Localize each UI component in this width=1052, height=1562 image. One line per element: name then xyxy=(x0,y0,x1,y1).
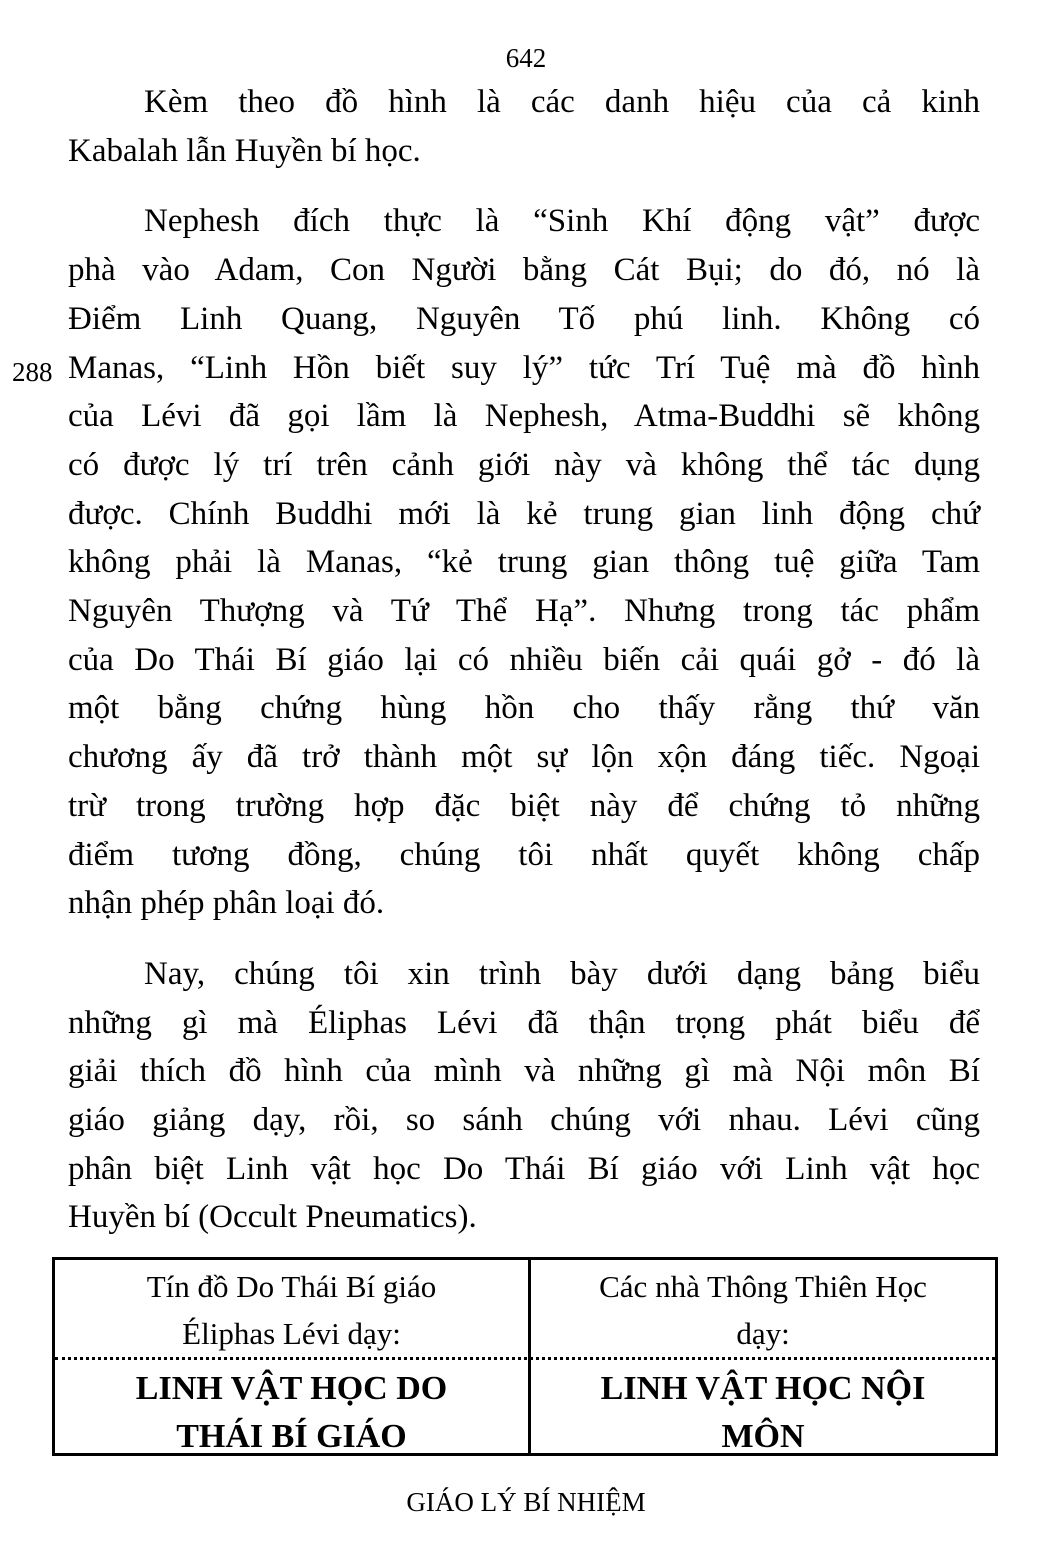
table-title-theosophist xyxy=(531,1357,995,1461)
paragraph-1 xyxy=(68,78,980,175)
text-line: phà vào Adam, Con Người bằng Cát Bụi; do đó, nó là xyxy=(68,252,980,289)
text-line: điểm tương đồng, chúng tôi nhất quyết không chấp xyxy=(68,836,980,873)
table-header-line: Các nhà Thông Thiên Học xyxy=(599,1269,927,1304)
comparison-table xyxy=(52,1257,998,1456)
text-line: không phải là Manas, “kẻ trung gian thông tuệ giữa Tam xyxy=(68,544,980,581)
text-line: Kèm theo đồ hình là các danh hiệu của cả kinh xyxy=(144,84,980,120)
text-line: những gì mà Éliphas Lévi đã thận trọng phát biểu để xyxy=(68,1004,980,1041)
text-line: có được lý trí trên cảnh giới này và không thể tác dụng xyxy=(68,446,980,483)
text-line: Huyền bí (Occult Pneumatics). xyxy=(68,1199,477,1236)
text-line: một bằng chứng hùng hồn cho thấy rằng thứ văn xyxy=(68,690,980,727)
paragraph-3 xyxy=(68,950,980,1242)
table-header-theosophist xyxy=(531,1260,995,1357)
table-title-line: LINH VẬT HỌC NỘI xyxy=(600,1370,926,1407)
text-line: giáo giảng dạy, rồi, so sánh chúng với nhau. Lévi cũng xyxy=(68,1102,980,1139)
text-line: trừ trong trường hợp đặc biệt này để chứng tỏ những xyxy=(68,787,980,824)
text-line: nhận phép phân loại đó. xyxy=(68,885,385,922)
table-title-kabalist xyxy=(55,1357,528,1461)
text-line: phân biệt Linh vật học Do Thái Bí giáo với Linh vật học xyxy=(68,1150,980,1187)
text-line: Kabalah lẫn Huyền bí học. xyxy=(68,132,421,169)
table-title-line: MÔN xyxy=(721,1418,805,1455)
page-number: 642 xyxy=(505,43,547,73)
table-dotted-separator xyxy=(55,1357,995,1360)
margin-page-reference: 288 xyxy=(12,357,53,387)
table-header-kabalist xyxy=(55,1260,528,1357)
table-title-line: LINH VẬT HỌC DO xyxy=(135,1370,448,1407)
table-header-line: Éliphas Lévi dạy: xyxy=(182,1316,401,1351)
text-line: Nguyên Thượng và Tứ Thể Hạ”. Nhưng trong tác phẩm xyxy=(68,593,980,630)
text-line: được. Chính Buddhi mới là kẻ trung gian linh động chứ xyxy=(68,495,980,532)
text-line: Điểm Linh Quang, Nguyên Tố phú linh. Không có xyxy=(68,300,980,337)
text-line: Nay, chúng tôi xin trình bày dưới dạng bảng biểu xyxy=(144,955,980,992)
text-line: của Do Thái Bí giáo lại có nhiều biến cải quái gở - đó là xyxy=(68,641,980,678)
text-line: của Lévi đã gọi lầm là Nephesh, Atma-Buddhi sẽ không xyxy=(68,398,980,435)
text-line: Nephesh đích thực là “Sinh Khí động vật” được xyxy=(144,203,980,240)
running-footer-book-title: GIÁO LÝ BÍ NHIỆM xyxy=(406,1487,646,1517)
table-header-line: dạy: xyxy=(736,1316,790,1351)
text-line: chương ấy đã trở thành một sự lộn xộn đáng tiếc. Ngoại xyxy=(68,739,980,776)
table-title-line: THÁI BÍ GIÁO xyxy=(176,1418,407,1455)
text-line: Manas, “Linh Hồn biết suy lý” tức Trí Tuệ mà đồ hình xyxy=(68,349,980,386)
body-text xyxy=(68,78,980,1242)
table-header-line: Tín đồ Do Thái Bí giáo xyxy=(146,1269,437,1304)
text-line: giải thích đồ hình của mình và những gì mà Nội môn Bí xyxy=(68,1053,980,1090)
paragraph-2 xyxy=(68,197,980,928)
